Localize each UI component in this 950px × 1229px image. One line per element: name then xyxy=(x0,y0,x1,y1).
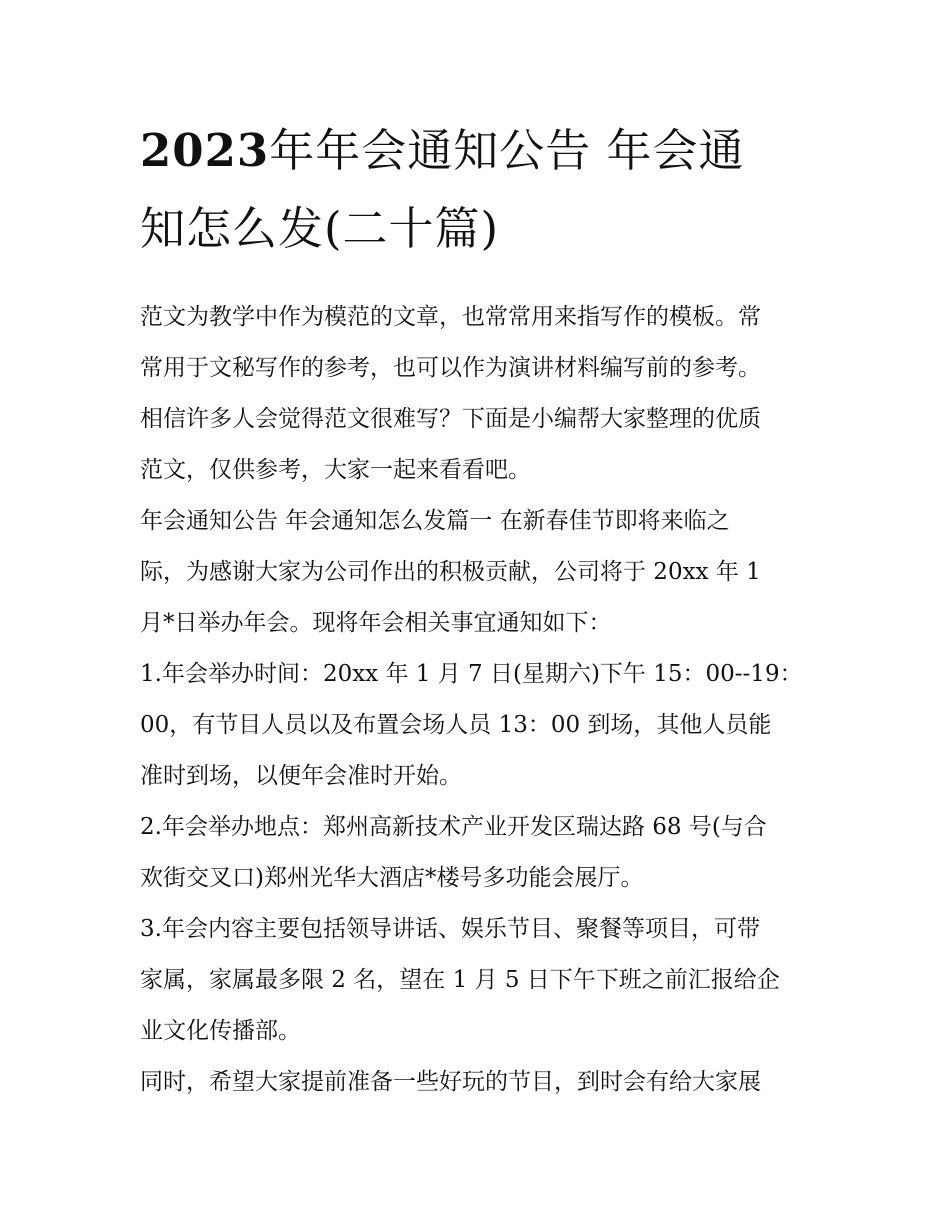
text-line: 相信许多人会觉得范文很难写？下面是小编帮大家整理的优质 xyxy=(140,406,761,432)
text-line: 际，为感谢大家为公司作出的积极贡献，公司将于 20xx 年 1 xyxy=(140,559,761,585)
text-line: 1.年会举办时间：20xx 年 1 月 7 日(星期六)下午 15：00--19： xyxy=(140,661,803,687)
paragraph-item-location xyxy=(140,802,812,904)
paragraph-intro xyxy=(140,292,812,496)
text-line: 业文化传播部。 xyxy=(140,1018,301,1044)
title-line-2: 知怎么发(二十篇) xyxy=(140,202,500,255)
text-line: 常用于文秘写作的参考，也可以作为演讲材料编写前的参考。 xyxy=(140,355,761,381)
paragraph-notice-opening xyxy=(140,496,812,649)
text-line: 3.年会内容主要包括领导讲话、娱乐节目、聚餐等项目，可带 xyxy=(140,916,760,942)
paragraph-item-content xyxy=(140,904,812,1057)
text-line: 月*日举办年会。现将年会相关事宜通知如下： xyxy=(140,610,612,636)
text-line: 00，有节目人员以及布置会场人员 13：00 到场，其他人员能 xyxy=(140,712,772,738)
document-title xyxy=(140,112,812,268)
text-line: 同时，希望大家提前准备一些好玩的节目，到时会有给大家展 xyxy=(140,1069,761,1095)
title-line-1-text: 年年会通知公告 年会通 xyxy=(269,124,745,177)
document-body xyxy=(140,292,812,1108)
text-line: 家属，家属最多限 2 名，望在 1 月 5 日下午下班之前汇报给企 xyxy=(140,967,780,993)
text-line: 年会通知公告 年会通知怎么发篇一 在新春佳节即将来临之 xyxy=(140,508,730,534)
document-page xyxy=(140,112,812,1108)
text-line: 准时到场，以便年会准时开始。 xyxy=(140,763,462,789)
text-line: 2.年会举办地点：郑州高新技术产业开发区瑞达路 68 号(与合 xyxy=(140,814,767,840)
title-line-1 xyxy=(140,112,812,190)
paragraph-closing xyxy=(140,1057,812,1108)
text-line: 范文，仅供参考，大家一起来看看吧。 xyxy=(140,457,531,483)
text-line: 范文为教学中作为模范的文章，也常常用来指写作的模板。常 xyxy=(140,304,761,330)
paragraph-item-time xyxy=(140,649,812,802)
title-year: 2023 xyxy=(140,124,270,177)
text-line: 欢街交叉口)郑州光华大酒店*楼号多功能会展厅。 xyxy=(140,865,644,891)
